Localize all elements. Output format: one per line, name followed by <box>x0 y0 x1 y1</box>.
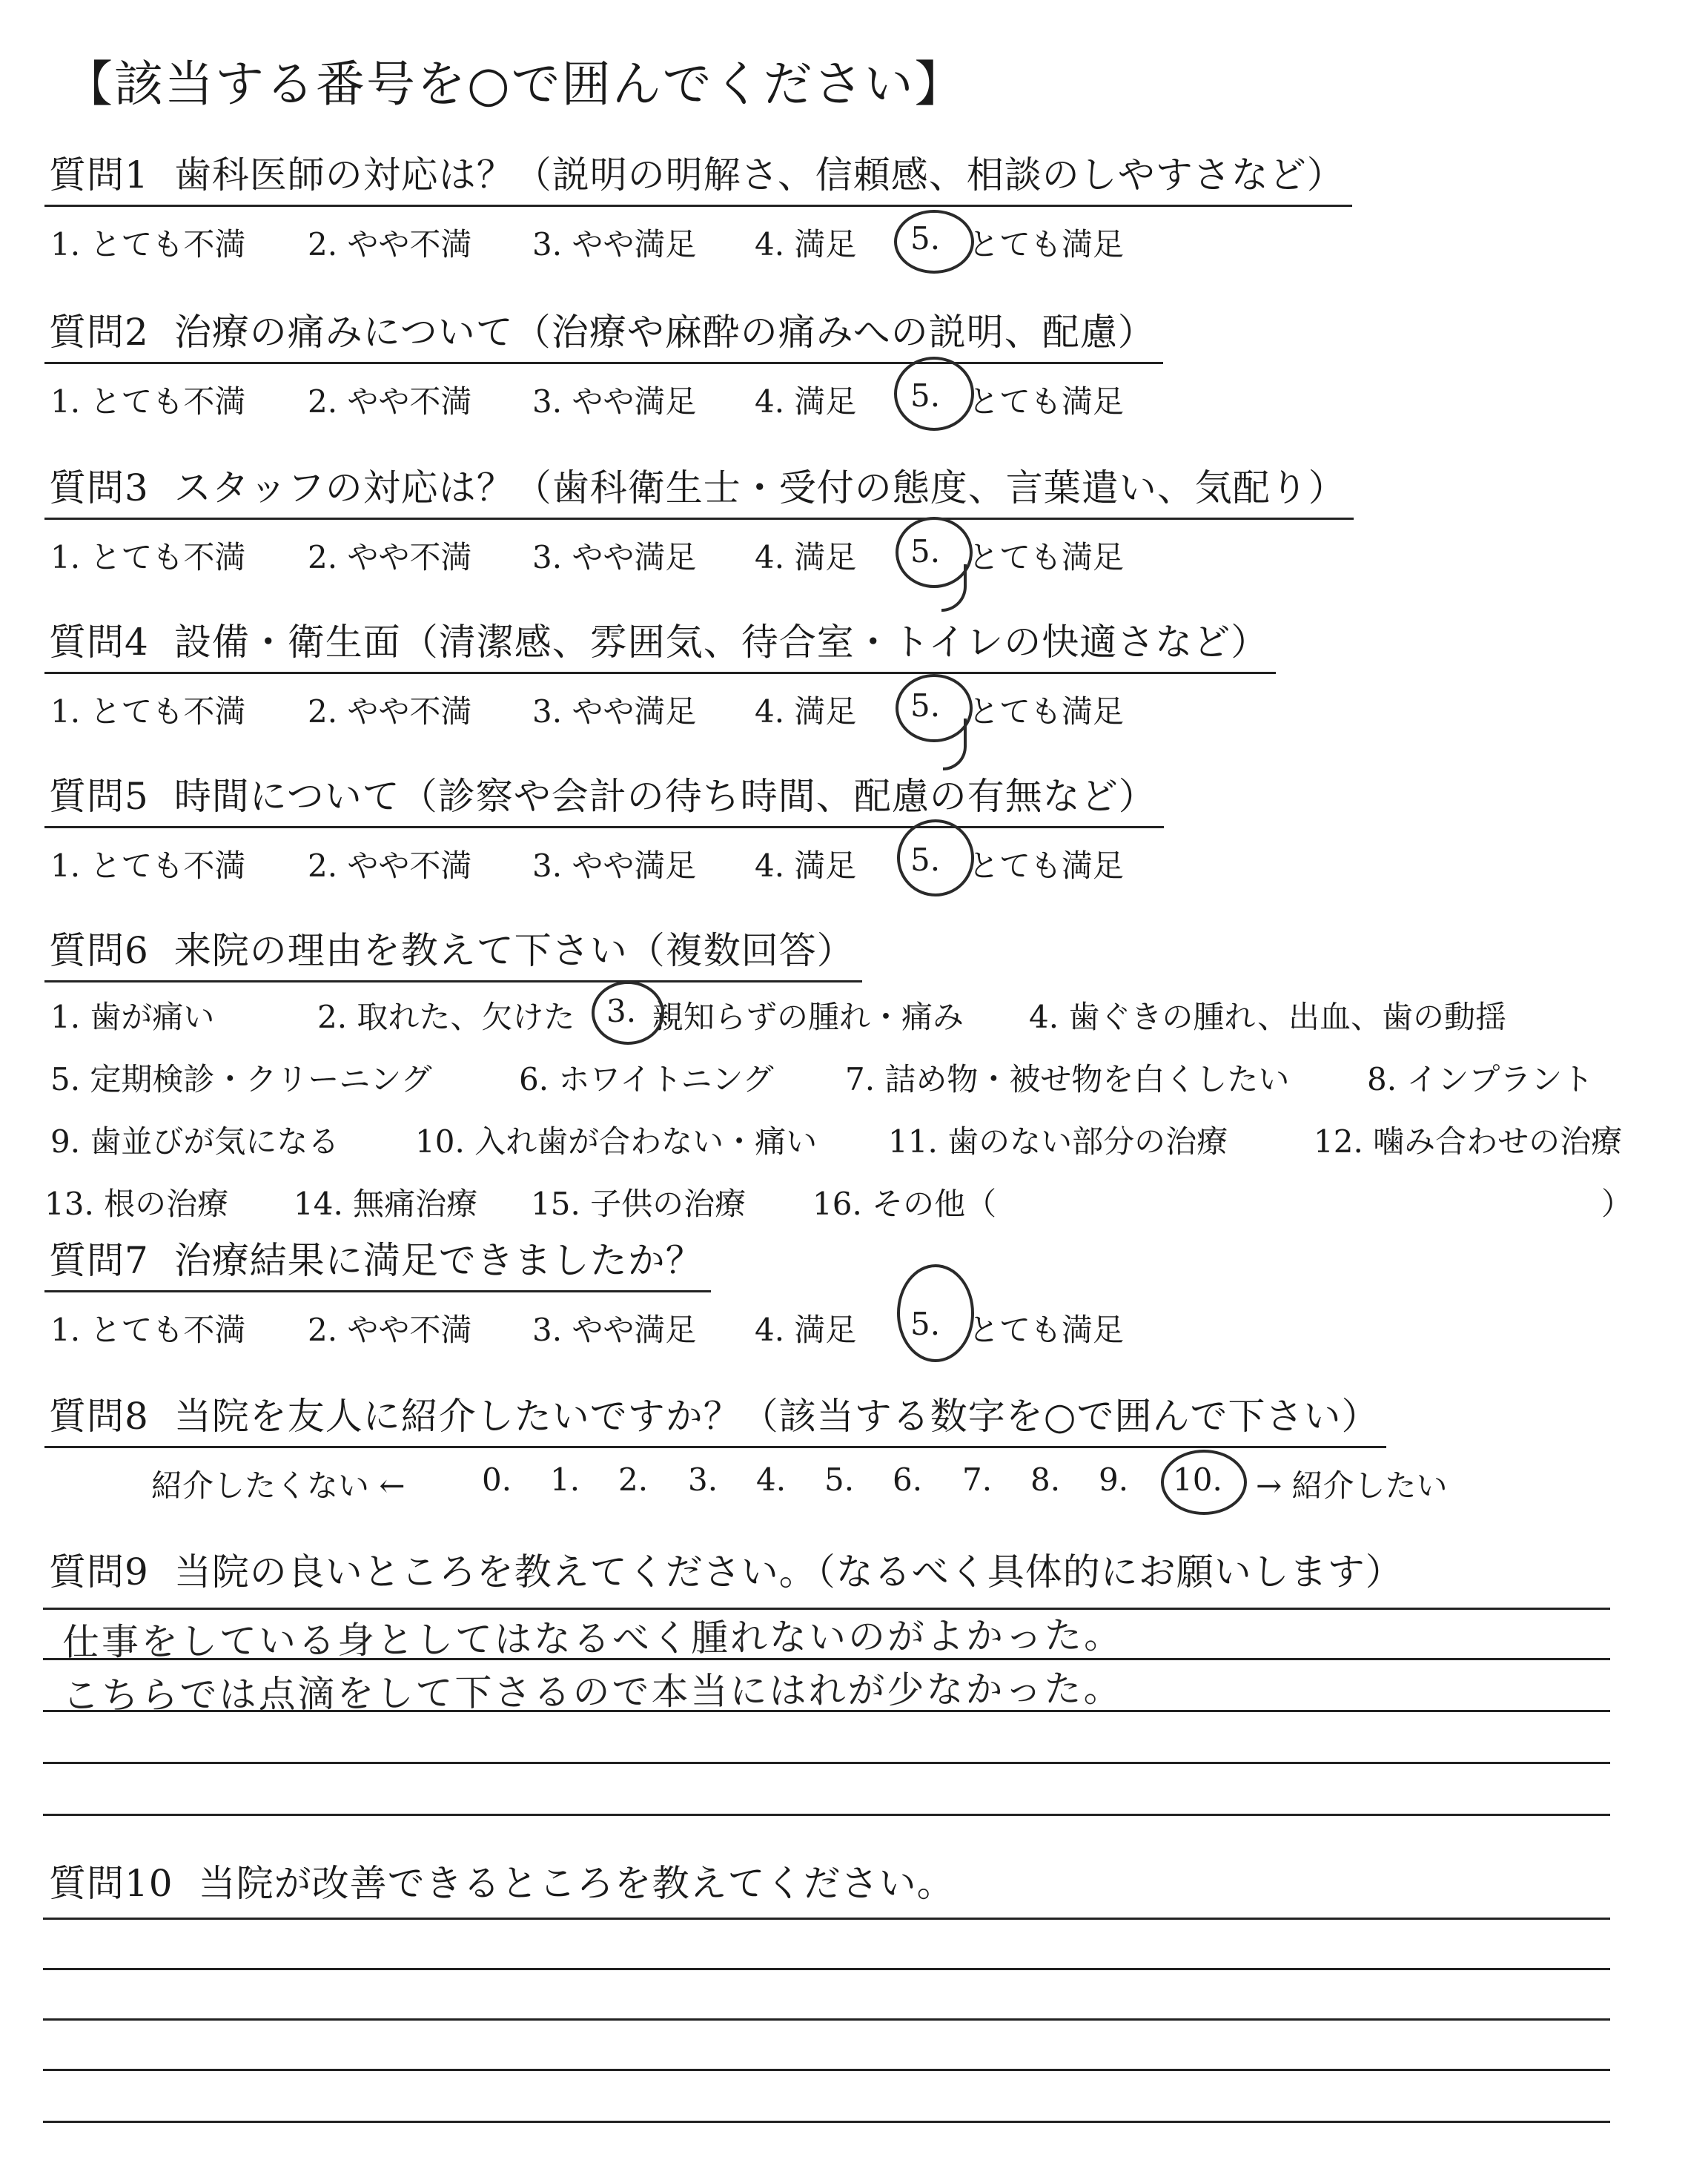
option-3[interactable]: 3. やや満足 <box>532 226 697 262</box>
reason-14[interactable]: 14. 無痛治療 <box>294 1186 478 1222</box>
reason-13[interactable]: 13. 根の治療 <box>44 1186 229 1222</box>
scale-9[interactable]: 9. <box>1099 1462 1129 1498</box>
option-row <box>44 1107 1623 1169</box>
option-5-label: とても満足 <box>968 383 1125 420</box>
option-1[interactable]: 1. とても不満 <box>50 539 246 575</box>
pen-stroke <box>941 564 967 612</box>
pen-stroke <box>943 719 967 770</box>
reason-4[interactable]: 4. 歯ぐきの腫れ、出血、歯の動揺 <box>1029 999 1506 1035</box>
option-5[interactable]: 5. <box>910 377 941 414</box>
reason-8[interactable]: 8. インプラント <box>1367 1061 1594 1097</box>
answer-line <box>43 1814 1610 1816</box>
option-5-label: とても満足 <box>968 848 1125 884</box>
scale-10[interactable]: 10. <box>1173 1462 1222 1498</box>
scale-row <box>44 1448 1448 1507</box>
option-5-label: とても満足 <box>968 226 1125 262</box>
scale-5[interactable]: 5. <box>824 1462 855 1498</box>
option-1[interactable]: 1. とても不満 <box>50 693 246 730</box>
option-row <box>44 1045 1594 1107</box>
question-header <box>44 145 1352 207</box>
answer-line <box>43 2069 1610 2071</box>
reason-1[interactable]: 1. 歯が痛い <box>50 999 215 1035</box>
question-header <box>44 767 1164 828</box>
option-4[interactable]: 4. 満足 <box>755 226 857 262</box>
reason-10[interactable]: 10. 入れ歯が合わない・痛い <box>415 1123 818 1160</box>
question-header <box>44 303 1163 364</box>
question-number: 質問1 <box>49 153 149 196</box>
option-row <box>44 520 1354 579</box>
reason-7[interactable]: 7. 詰め物・被せ物を白くしたい <box>845 1061 1290 1097</box>
question-number: 質問5 <box>49 775 149 818</box>
question-text: 時間について（診察や会計の待ち時間、配慮の有無など） <box>173 775 1156 818</box>
question-header <box>44 1542 1403 1596</box>
page-title: 【該当する番号を○で囲んでください】 <box>64 56 965 113</box>
option-1[interactable]: 1. とても不満 <box>50 383 246 420</box>
question-text: 治療結果に満足できましたか？ <box>173 1239 704 1282</box>
question-number: 質問9 <box>49 1550 149 1593</box>
question-text: 当院を友人に紹介したいですか？（該当する数字を○で囲んで下さい） <box>173 1395 1380 1438</box>
question-text: 当院の良いところを教えてください。（なるべく具体的にお願いします） <box>173 1550 1403 1593</box>
option-5[interactable]: 5. <box>910 220 941 257</box>
question-3 <box>44 458 1354 579</box>
option-row <box>44 828 1164 888</box>
question-header <box>44 1854 955 1907</box>
option-3[interactable]: 3. やや満足 <box>532 1312 697 1348</box>
question-5 <box>44 767 1164 888</box>
option-5[interactable]: 5. <box>910 687 941 724</box>
option-4[interactable]: 4. 満足 <box>755 1312 857 1348</box>
handwritten-answer-line-1: 仕事をしている身としてはなるべく腫れないのがよかった。 <box>62 1614 1124 1664</box>
option-3[interactable]: 3. やや満足 <box>532 693 697 730</box>
option-row <box>44 364 1163 423</box>
option-5[interactable]: 5. <box>910 1306 941 1342</box>
question-text: 当院が改善できるところを教えてください。 <box>198 1862 955 1905</box>
option-3[interactable]: 3. やや満足 <box>532 383 697 420</box>
option-5-label: とても満足 <box>968 1312 1125 1348</box>
option-row <box>44 982 1506 1045</box>
question-7 <box>44 1231 1125 1352</box>
scale-0[interactable]: 0. <box>482 1462 512 1498</box>
question-header <box>44 612 1276 674</box>
reason-9[interactable]: 9. 歯並びが気になる <box>50 1123 340 1160</box>
handwritten-answer-line-2: こちらでは点滴をして下さるので本当にはれが少なかった。 <box>62 1667 1123 1717</box>
scale-4[interactable]: 4. <box>756 1462 787 1498</box>
reason-2[interactable]: 2. 取れた、欠けた <box>317 999 575 1035</box>
answer-line <box>43 2018 1610 2021</box>
option-row <box>44 674 1276 733</box>
question-header <box>44 1231 711 1292</box>
option-5-label: とても満足 <box>968 539 1125 575</box>
answer-line <box>43 1918 1610 1920</box>
option-2[interactable]: 2. やや不満 <box>308 539 472 575</box>
question-header <box>44 921 862 982</box>
option-5[interactable]: 5. <box>910 842 941 878</box>
scale-8[interactable]: 8. <box>1030 1462 1061 1498</box>
answer-line <box>43 1968 1610 1970</box>
option-1[interactable]: 1. とても不満 <box>50 848 246 884</box>
question-text: 設備・衛生面（清潔感、雰囲気、待合室・トイレの快適さなど） <box>173 621 1269 664</box>
reason-5[interactable]: 5. 定期検診・クリーニング <box>50 1061 432 1097</box>
scale-3[interactable]: 3. <box>688 1462 718 1498</box>
question-number: 質問7 <box>49 1239 149 1282</box>
question-6 <box>44 921 1633 1232</box>
question-4 <box>44 612 1276 733</box>
reason-3[interactable]: 3. <box>606 993 637 1029</box>
question-2 <box>44 303 1163 423</box>
other-close-paren: ） <box>1601 1186 1633 1222</box>
option-5-label: とても満足 <box>968 693 1125 730</box>
question-number: 質問8 <box>49 1395 149 1438</box>
option-2[interactable]: 2. やや不満 <box>308 693 472 730</box>
question-number: 質問2 <box>49 311 149 354</box>
option-2[interactable]: 2. やや不満 <box>308 383 472 420</box>
question-number: 質問10 <box>49 1862 173 1905</box>
reason-11[interactable]: 11. 歯のない部分の治療 <box>888 1123 1228 1160</box>
reason-15[interactable]: 15. 子供の治療 <box>531 1186 747 1222</box>
scale-6[interactable]: 6. <box>893 1462 923 1498</box>
question-text: 治療の痛みについて（治療や麻酔の痛みへの説明、配慮） <box>173 311 1156 354</box>
scale-right-label: → 紹介したい <box>1256 1467 1448 1504</box>
question-1 <box>44 145 1352 266</box>
option-5[interactable]: 5. <box>910 533 941 569</box>
option-4[interactable]: 4. 満足 <box>755 383 857 420</box>
option-row <box>44 207 1352 266</box>
scale-2[interactable]: 2. <box>618 1462 649 1498</box>
option-2[interactable]: 2. やや不満 <box>308 848 472 884</box>
question-8 <box>44 1387 1448 1507</box>
option-3[interactable]: 3. やや満足 <box>532 539 697 575</box>
option-1[interactable]: 1. とても不満 <box>50 226 246 262</box>
option-row <box>44 1169 1633 1232</box>
scale-7[interactable]: 7. <box>962 1462 993 1498</box>
answer-line <box>43 2121 1610 2123</box>
question-header <box>44 458 1354 520</box>
option-4[interactable]: 4. 満足 <box>755 848 857 884</box>
scale-1[interactable]: 1. <box>550 1462 580 1498</box>
question-text: 来院の理由を教えて下さい（複数回答） <box>173 929 855 972</box>
question-text: スタッフの対応は？（歯科衛生士・受付の態度、言葉遣い、気配り） <box>173 466 1346 509</box>
question-10 <box>44 1854 955 1907</box>
option-1[interactable]: 1. とても不満 <box>50 1312 246 1348</box>
reason-12[interactable]: 12. 噛み合わせの治療 <box>1314 1123 1623 1160</box>
question-text: 歯科医師の対応は？（説明の明解さ、信頼感、相談のしやすさなど） <box>173 153 1345 196</box>
question-number: 質問6 <box>49 929 149 972</box>
question-header <box>44 1387 1386 1448</box>
question-9 <box>44 1542 1403 1596</box>
question-number: 質問4 <box>49 621 149 664</box>
option-4[interactable]: 4. 満足 <box>755 539 857 575</box>
reason-6[interactable]: 6. ホワイトニング <box>519 1061 774 1097</box>
question-number: 質問3 <box>49 466 149 509</box>
scale-left-label: 紹介したくない ← <box>151 1467 406 1504</box>
answer-line <box>43 1762 1610 1764</box>
reason-16[interactable]: 16. その他（ <box>812 1186 997 1222</box>
option-2[interactable]: 2. やや不満 <box>308 226 472 262</box>
option-4[interactable]: 4. 満足 <box>755 693 857 730</box>
option-row <box>44 1292 1125 1352</box>
option-2[interactable]: 2. やや不満 <box>308 1312 472 1348</box>
option-3[interactable]: 3. やや満足 <box>532 848 697 884</box>
reason-3-label: 親知らずの腫れ・痛み <box>652 999 964 1035</box>
